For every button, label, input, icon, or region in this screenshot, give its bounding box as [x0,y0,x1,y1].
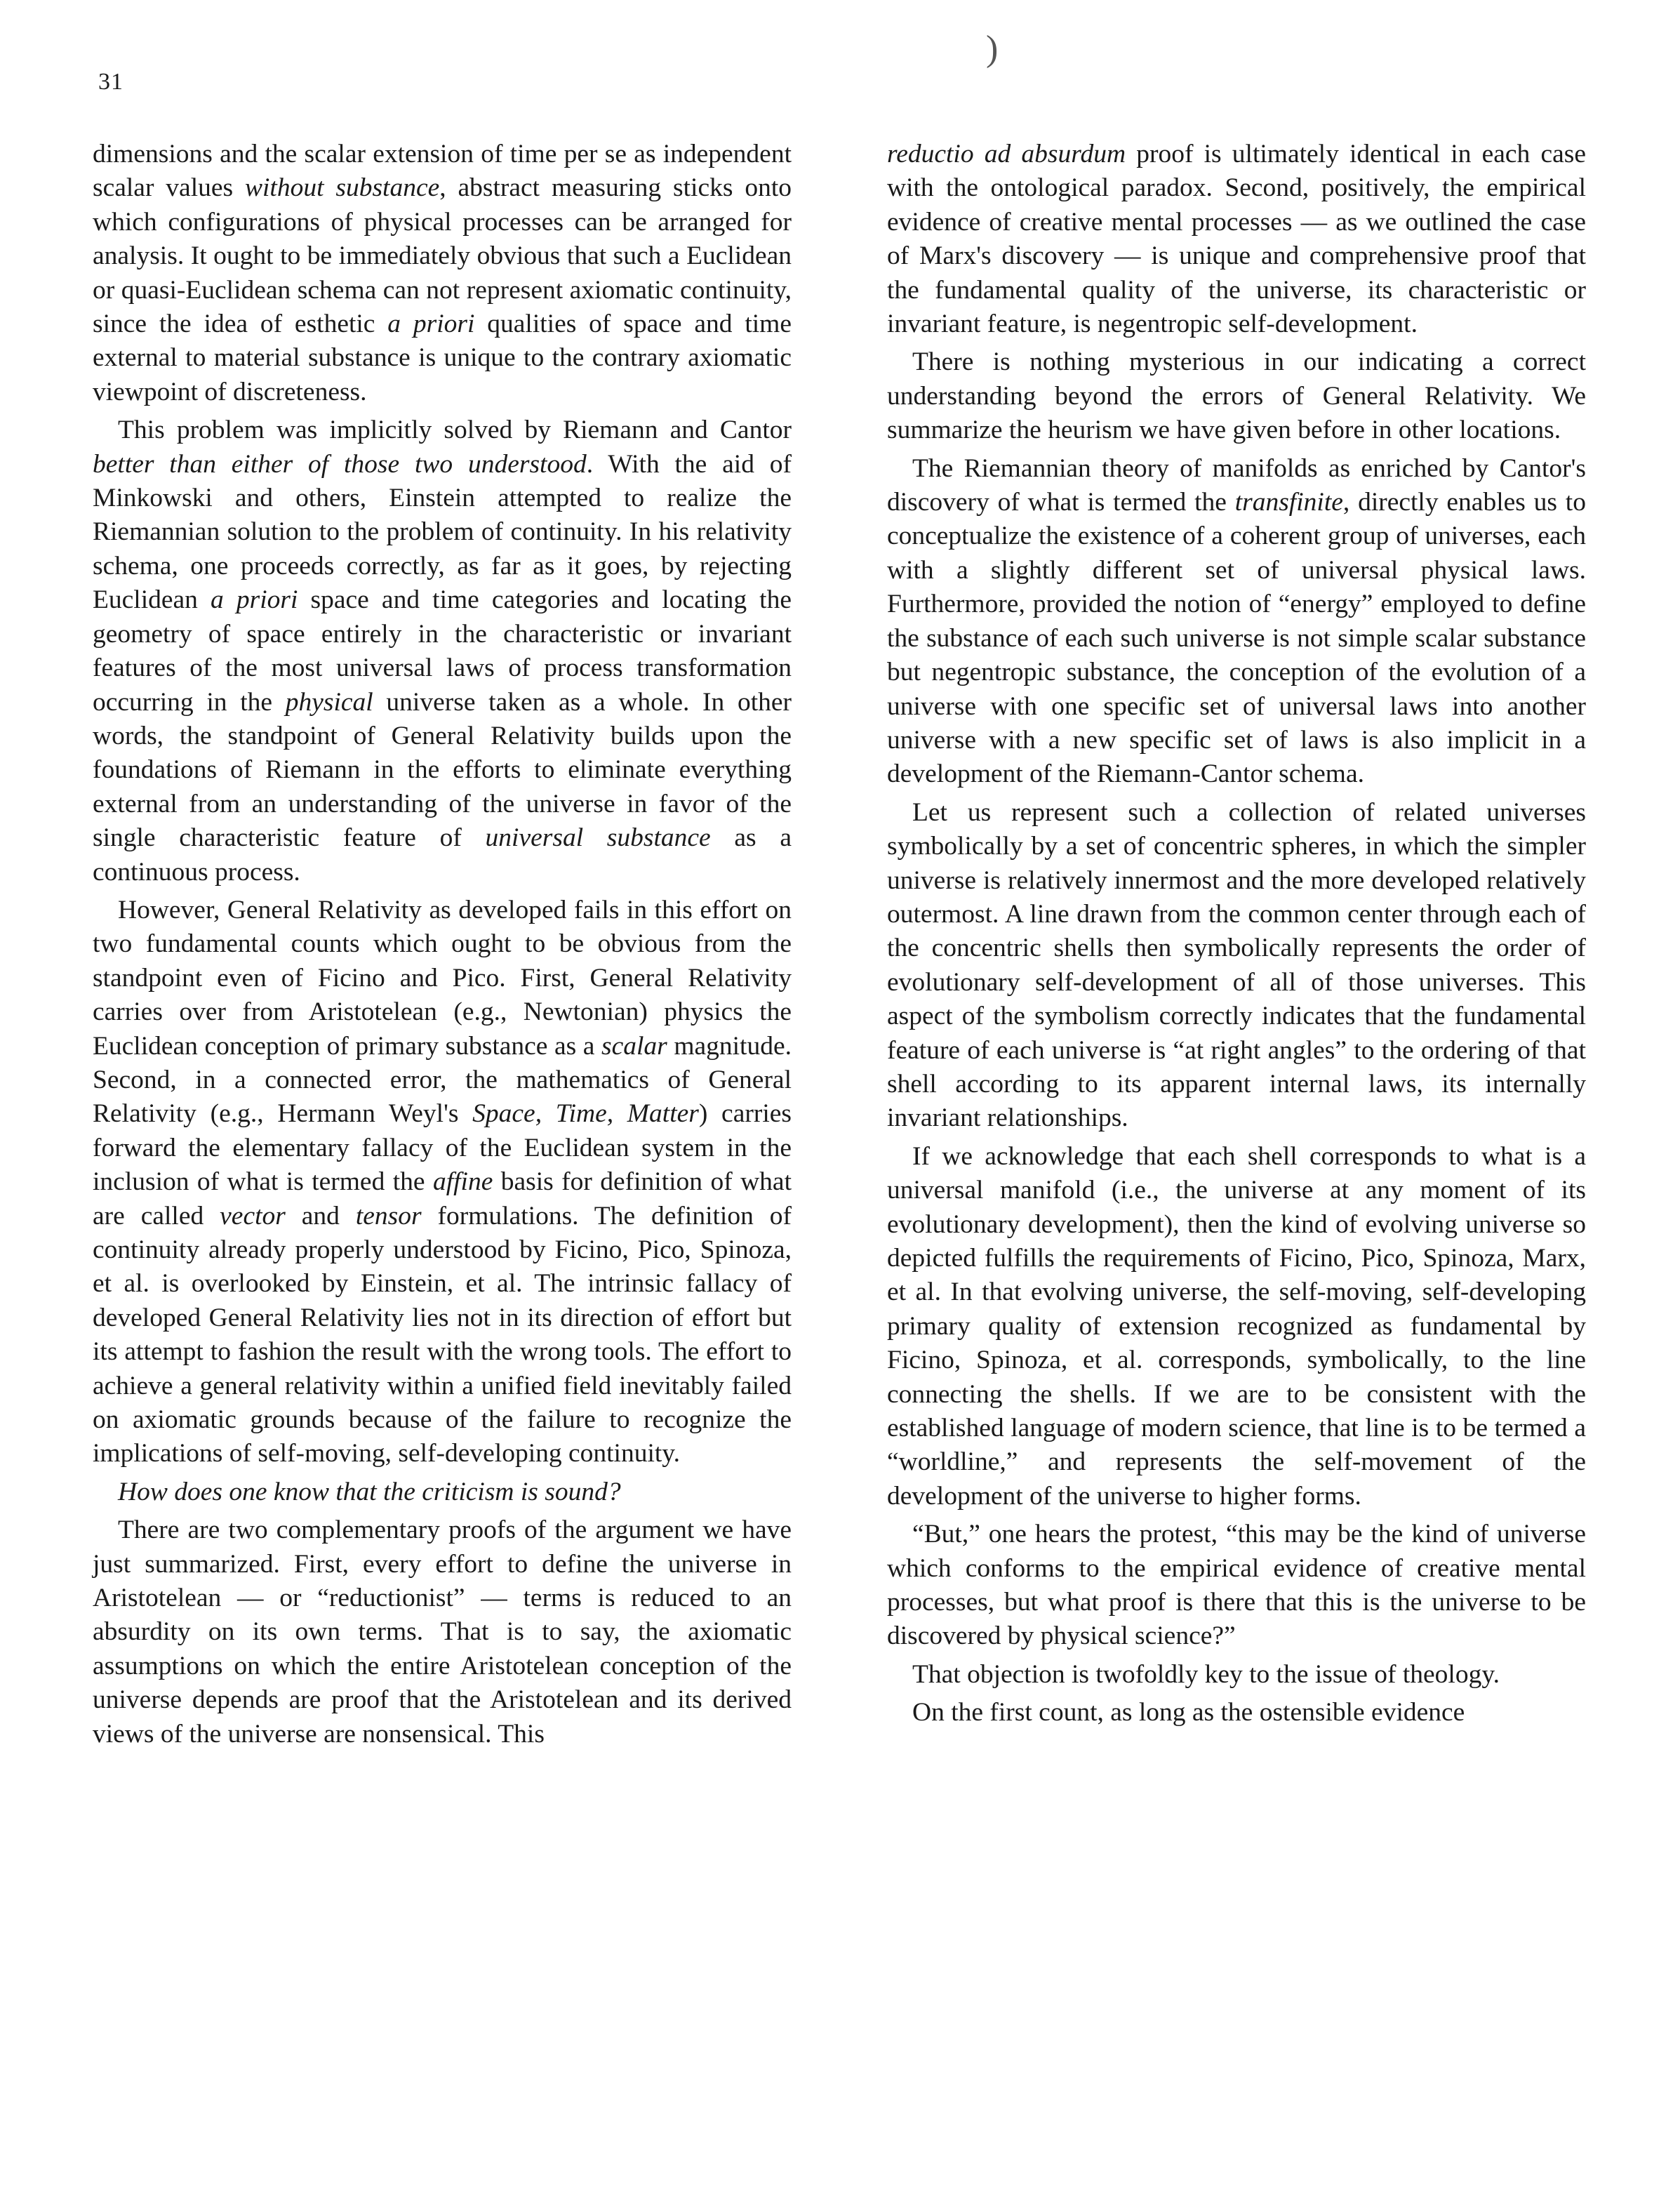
text-run: Let us represent such a collection of related universes symbolically by a set of concentric spheres, in which the simpler universe is relatively innermost and the more developed relatively outermost. A line drawn from the common center through each of the concentric shells then symbolically represents the order of evolutionary self-development of all of those universes. This aspect of the symbolism correctly indicates that the fundamental feature of each universe is “at right angles” to the ordering of that shell according to its apparent internal laws, its internally invariant relationships. [887,797,1586,1133]
paragraph [93,1513,792,1751]
paragraph [887,138,1586,341]
text-run: This problem was implicitly solved by Riemann and Cantor [118,416,792,445]
text-run: However, General Relativity as developed fails in this effort on two fundamental counts which ought to be obvious from the standpoint even of Ficino and Pico. First, General Relativity carries over from Aristotelean (e.g., Newtonian) physics the Euclidean conception of primary substance as a [93,895,792,1061]
text-run: “But,” one hears the protest, “this may be the kind of universe which conforms to the empirical evidence of creative mental processes, but what proof is there that this is the universe to be discovered by physical science?” [887,1520,1586,1651]
text-run: formulations. The definition of continuity already properly understood by Ficino, Pico, Spinoza, et al. is overlooked by Einstein, et al. The intrinsic fallacy of developed General Relativity lies not in its direction of effort but its attempt to fashion the result with the wrong tools. The effort to achieve a general relativity within a unified field inevitably failed on axiomatic grounds because of the failure to recognize the implications of self-moving, self-developing continuity. [93,1201,792,1468]
text-run: qualities of space and time external to material substance is unique to the contrary axiomatic viewpoint of discreteness. [93,310,792,406]
text-run: as a continuous process. [93,823,792,887]
italic-text: Space, Time, Matter [472,1099,699,1129]
text-run: There is nothing mysterious in our indicating a correct understanding beyond the errors of General Relativity. We summarize the heurism we have given before in other locations. [887,347,1586,445]
text-run: ) carries forward the elementary fallacy of the Euclidean system in the inclusion of what is termed the [93,1099,792,1197]
paragraph [887,1140,1586,1513]
italic-text: physical [285,687,373,717]
italic-text: vector [220,1201,286,1230]
paragraph [887,452,1586,792]
italic-text: transfinite [1234,488,1343,517]
italic-text: reductio ad absurdum [887,140,1126,168]
paragraph [887,345,1586,447]
paragraph [93,138,792,409]
text-run: The Riemannian theory of manifolds as enriched by Cantor's discovery of what is termed the [887,453,1586,517]
text-run: That objection is twofoldly key to the issue of theology. [912,1659,1500,1689]
italic-text: How does one know that the criticism is sound? [118,1477,621,1506]
italic-text: universal substance [485,823,711,853]
text-run: If we acknowledge that each shell corresponds to what is a universal manifold (i.e., the universe at any moment of its evolutionary development), then the kind of evolving universe so depicted fulfills the requirements of Ficino, Pico, Spinoza, Marx, et al. In that evolving universe, the self-moving, self-developing primary quality of extension recognized as fundamental by Ficino, Spinoza, et al. corresponds, symbolically, to the line connecting the shells. If we are to be consistent with the established language of modern science, that line is to be termed a “worldline,” and represents the self-movement of the development of the universe to higher forms. [887,1141,1586,1511]
text-run: . With the aid of Minkowski and others, Einstein attempted to realize the Riemannian solution to the problem of continuity. In his relativity schema, one proceeds correctly, as far as it goes, by rejecting Euclidean [93,449,792,615]
paragraph [93,894,792,1471]
page-number: 31 [98,69,124,95]
paragraph [887,1696,1586,1730]
text-run: basis for definition of what are called [93,1167,792,1230]
paragraph [887,1518,1586,1654]
paragraph [887,1658,1586,1692]
text-run: universe taken as a whole. In other words, the standpoint of General Relativity builds upon the foundations of Riemann in the efforts to eliminate everything external from an understanding of the universe in favor of the single characteristic feature of [93,687,792,853]
text-run: dimensions and the scalar extension of time per se as independent scalar values [93,140,792,203]
italic-text: a priori [211,585,298,615]
scan-mark: ) [986,29,999,69]
italic-text: better than either of those two understood [93,449,587,479]
italic-text: tensor [355,1201,422,1230]
text-run: , abstract measuring sticks onto which configurations of physical processes can be arranged for analysis. It ought to be immediately obvious that such a Euclidean or quasi-Euclidean schema can not represent axiomatic continuity, since the idea of esthetic [93,173,792,339]
text-run: proof is ultimately identical in each case with the ontological paradox. Second, positively, the empirical evidence of creative mental processes — as we outlined the case of Marx's discovery — is unique and comprehensive proof that the fundamental quality of the universe, its characteristic or invariant feature, is negentropic self-development. [887,140,1586,339]
paragraph [93,413,792,889]
italic-text: scalar [601,1031,667,1061]
text-run: There are two complementary proofs of the argument we have just summarized. First, every effort to define the universe in Aristotelean — or “reductionist” — terms is reduced to an absurdity on its own terms. That is to say, the axiomatic assumptions on which the entire Aristotelean conception of the universe depends are proof that the Aristotelean and its derived views of the universe are nonsensical. This [93,1515,792,1749]
text-run: and [285,1201,356,1230]
text-run: On the first count, as long as the ostensible evidence [912,1698,1465,1727]
left-text-column [93,138,792,1756]
italic-text: affine [432,1167,493,1197]
text-run: , directly enables us to conceptualize the existence of a coherent group of universes, each with a slightly different set of universal physical laws. Furthermore, provided the notion of “energy” employed to define the substance of each such universe is not simple scalar substance but negentropic substance, the conception of the evolution of a universe with one specific set of universal laws into another universe with a new specific set of laws is also implicit in a development of the Riemann-Cantor schema. [887,488,1586,789]
paragraph [887,796,1586,1136]
paragraph [93,1475,792,1509]
right-text-column [887,138,1586,1734]
italic-text: a priori [387,310,475,339]
italic-text: without substance [244,173,440,203]
text-run: space and time categories and locating the geometry of space entirely in the characteristic or invariant features of the most universal laws of process transformation occurring in the [93,585,792,717]
text-run: magnitude. Second, in a connected error, the mathematics of General Relativity (e.g., Hermann Weyl's [93,1031,792,1129]
